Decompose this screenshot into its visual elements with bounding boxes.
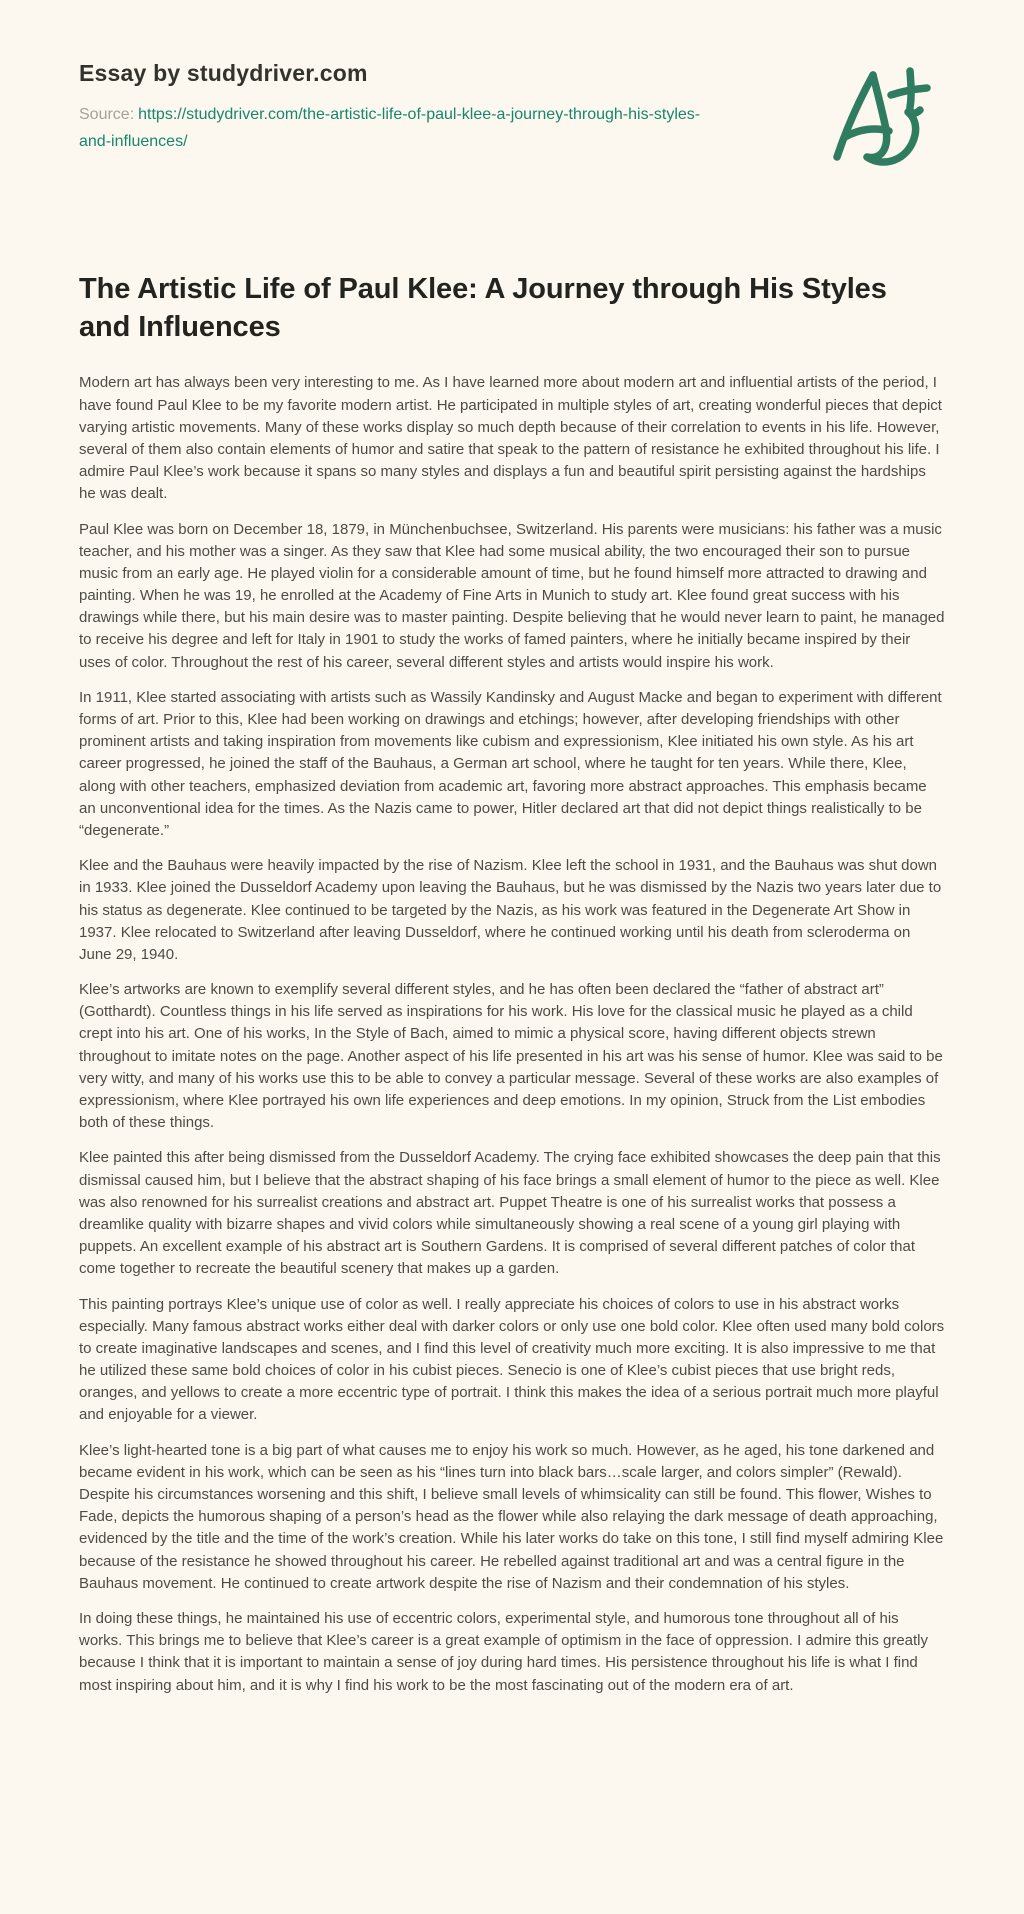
essay-paragraph: This painting portrays Klee’s unique use of color as well. I really appreciate his choices of colors to use in his abstract works especially. Many famous abstract works either deal with darker colors or only use one bold color. Klee often used many bold colors to create imaginative landscapes and scenes, and I find this level of creativity much more exciting. It is also impressive to me that he utilized these same bold choices of color in his cubist pieces. Senecio is one of Klee’s cubist pieces that use bright reds, oranges, and yellows to create a more eccentric type of portrait. I think this makes the idea of a serious portrait much more playful and enjoyable for a viewer.: [79, 1295, 945, 1424]
header-text: [79, 60, 729, 155]
source-link[interactable]: https://studydriver.com/the-artistic-life-of-paul-klee-a-journey-through-his-styles-and-influences/: [79, 106, 701, 151]
essay-paragraph: In doing these things, he maintained his use of eccentric colors, experimental style, and humorous tone throughout all of his works. This brings me to believe that Klee’s career is a great example of optimism in the face of oppression. I admire this greatly because I think that it is important to maintain a sense of joy during hard times. His persistence throughout his life is what I find most inspiring about him, and it is why I find his work to be the most fascinating out of the modern era of art.: [79, 1609, 929, 1694]
site-heading: Essay by studydriver.com: [79, 60, 368, 86]
source-line: [79, 101, 729, 155]
essay-paragraph: Klee’s light-hearted tone is a big part of what causes me to enjoy his work so much. However, as he aged, his tone darkened and became evident in his work, which can be seen as his “lines turn into black bars…scale larger, and colors simpler” (Rewald). Despite his circumstances worsening and this shift, I believe small levels of whimsicality can still be found. This flower, Wishes to Fade, depicts the humorous shaping of a person’s head as the flower while also relaying the dark message of death approaching, evidenced by the title and the time of the work’s creation. While his later works do take on this tone, I still find myself admiring Klee because of the resistance he showed throughout his career. He rebelled against traditional art and was a central figure in the Bauhaus movement. He continued to create artwork despite the rise of Nazism and their condemnation of his styles.: [79, 1441, 944, 1592]
content-container: [79, 0, 945, 1734]
essay-title: The Artistic Life of Paul Klee: A Journey through His Styles and Influences: [79, 273, 887, 343]
essay-paragraph: Klee’s artworks are known to exemplify several different styles, and he has often been declared the “father of abstract art” (Gotthardt). Countless things in his life served as inspirations for his work. His love for the classical music he played as a child crept into his art. One of his works, In the Style of Bach, aimed to mimic a physical score, having different objects strewn throughout to imitate notes on the page. Another aspect of his life presented in his art was his sense of humor. Klee was said to be very witty, and many of his works use this to be able to convey a particular message. Several of these works are also examples of expressionism, where Klee portrayed his own life experiences and deep emotions. In my opinion, Struck from the List embodies both of these things.: [79, 981, 943, 1132]
essay-paragraph: Klee painted this after being dismissed from the Dusseldorf Academy. The crying face exhibited showcases the deep pain that this dismissal caused him, but I believe that the abstract shaping of his face brings a small element of humor to the piece as well. Klee was also renowned for his surrealist creations and abstract art. Puppet Theatre is one of his surrealist works that possess a dreamlike quality with bizarre shapes and vivid colors while simultaneously showing a real scene of a young girl playing with puppets. An excellent example of his abstract art is Southern Gardens. It is comprised of several different patches of color that come together to recreate the beautiful scenery that makes up a garden.: [79, 1149, 941, 1278]
essay-content: [79, 271, 945, 1697]
essay-body: [79, 372, 945, 1696]
essay-paragraph: In 1911, Klee started associating with artists such as Wassily Kandinsky and August Macke and began to experiment with different forms of art. Prior to this, Klee had been working on drawings and etchings; however, after developing friendships with other prominent artists and taking inspiration from movements like cubism and expressionism, Klee initiated his own style. As his art career progressed, he joined the staff of the Bauhaus, a German art school, where he taught for ten years. While there, Klee, along with other teachers, emphasized deviation from academic art, favoring more abstract approaches. This emphasis became an unconventional idea for the times. As the Nazis came to power, Hitler declared art that did not depict things realistically to be “degenerate.”: [79, 688, 942, 839]
a-plus-logo-icon: [831, 62, 931, 173]
essay-paragraph: Modern art has always been very interesting to me. As I have learned more about modern art and influential artists of the period, I have found Paul Klee to be my favorite modern artist. He participated in multiple styles of art, creating wonderful pieces that depict varying artistic movements. Many of these works display so much depth because of their correlation to events in his life. However, several of them also contain elements of humor and satire that speak to the pattern of resistance he exhibited throughout his life. I admire Paul Klee’s work because it spans so many styles and displays a fun and beautiful spirit persisting against the hardships he was dealt.: [79, 374, 942, 503]
header: [79, 60, 945, 173]
source-label: Source:: [79, 106, 135, 123]
essay-paragraph: Paul Klee was born on December 18, 1879, in Münchenbuchsee, Switzerland. His parents were musicians: his father was a music teacher, and his mother was a singer. As they saw that Klee had some musical ability, the two encouraged their son to pursue music from an early age. He played violin for a considerable amount of time, but he found himself more attracted to drawing and painting. When he was 19, he enrolled at the Academy of Fine Arts in Munich to study art. Klee found great success with his drawings while there, but his main desire was to master painting. Despite believing that he would never learn to paint, he managed to receive his degree and left for Italy in 1901 to study the works of famed painters, where he initially became inspired by their uses of color. Throughout the rest of his career, several different styles and artists would inspire his work.: [79, 520, 945, 671]
essay-paragraph: Klee and the Bauhaus were heavily impacted by the rise of Nazism. Klee left the school in 1931, and the Bauhaus was shut down in 1933. Klee joined the Dusseldorf Academy upon leaving the Bauhaus, but he was dismissed by the Nazis two years later due to his status as degenerate. Klee continued to be targeted by the Nazis, as his work was featured in the Degenerate Art Show in 1937. Klee relocated to Switzerland after leaving Dusseldorf, where he continued working until his death from scleroderma on June 29, 1940.: [79, 857, 942, 963]
